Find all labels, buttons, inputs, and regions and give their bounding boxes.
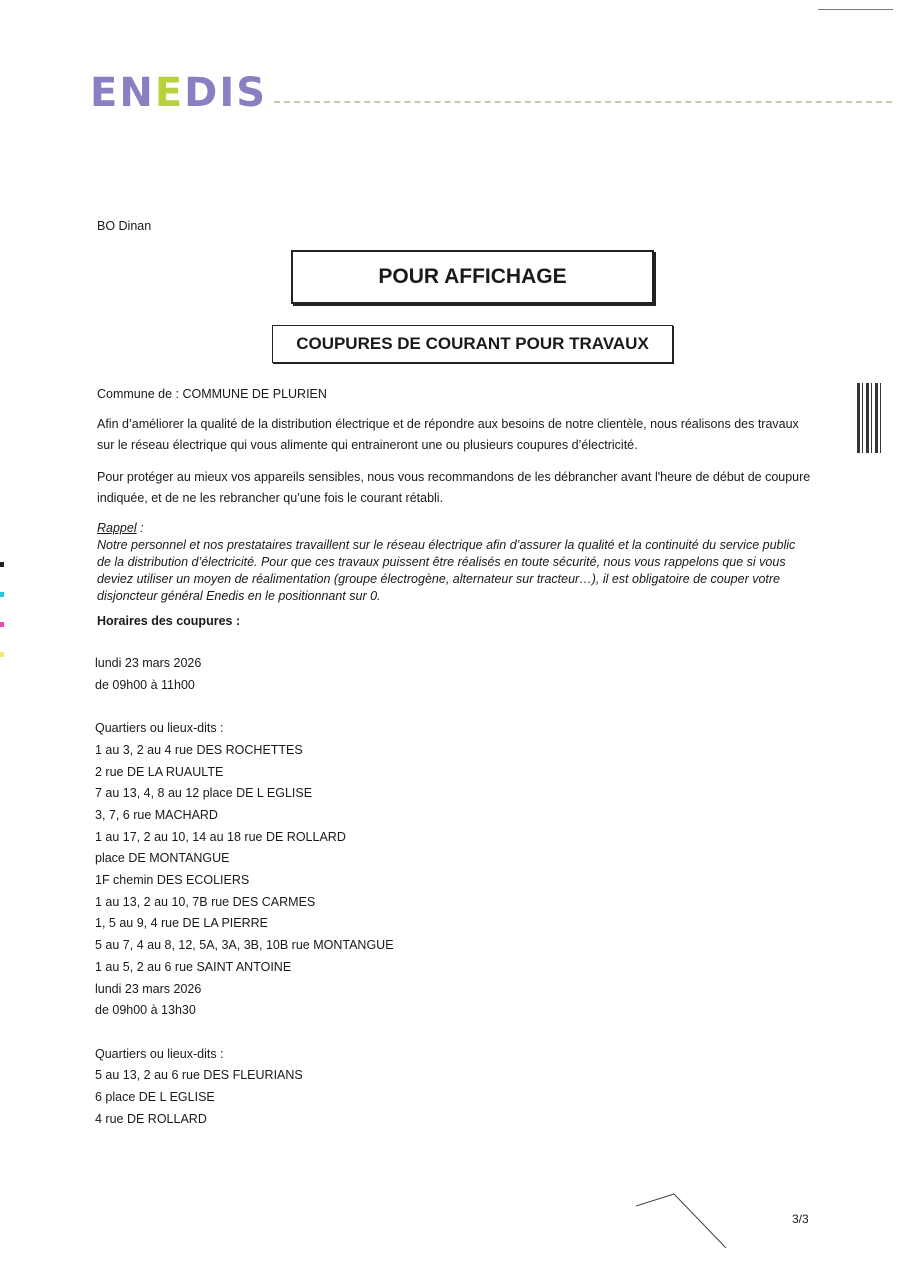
sub-title: COUPURES DE COURANT POUR TRAVAUX xyxy=(296,334,649,353)
main-title: POUR AFFICHAGE xyxy=(378,265,567,288)
slot-date: lundi 23 mars 2026 xyxy=(95,981,202,996)
sender: BO Dinan xyxy=(97,219,152,233)
places-title: Quartiers ou lieux-dits : xyxy=(95,721,224,736)
place-item: 1, 5 au 9, 4 rue DE LA PIERRE xyxy=(95,916,269,931)
place-item: 3, 7, 6 rue MACHARD xyxy=(95,807,218,822)
enedis-logo: ENEDIS xyxy=(90,70,268,116)
top-rule xyxy=(818,9,893,10)
slot-time: de 09h00 à 13h30 xyxy=(95,1003,196,1018)
place-item: 4 rue DE ROLLARD xyxy=(95,1111,207,1126)
rappel-label: Rappel xyxy=(97,521,137,535)
place-item: 2 rue DE LA RUAULTE xyxy=(95,764,224,779)
print-mark xyxy=(0,652,4,657)
print-mark xyxy=(0,562,4,567)
place-item: 1 au 3, 2 au 4 rue DES ROCHETTES xyxy=(95,742,303,757)
place-item: 5 au 13, 2 au 6 rue DES FLEURIANS xyxy=(95,1068,303,1083)
horaires-title: Horaires des coupures : xyxy=(97,614,241,628)
places-list xyxy=(95,1065,394,1130)
place-item: 5 au 7, 4 au 8, 12, 5A, 3A, 3B, 10B rue MONTANGUE xyxy=(95,938,394,953)
page-number: 3/3 xyxy=(792,1212,809,1226)
print-mark xyxy=(0,592,4,597)
header-dashed-line xyxy=(274,101,892,103)
intro-paragraph: Afin d’améliorer la qualité de la distribution électrique et de répondre aux besoins de notre clientèle, nous réalisons des travaux sur le réseau électrique qui vous alimente qui entraineront une ou plusieurs coupures d’électricité. xyxy=(97,417,799,452)
signature-scribble xyxy=(636,1192,736,1252)
places-list xyxy=(95,740,394,979)
qr-code-icon xyxy=(857,383,881,453)
place-item: 1F chemin DES ECOLIERS xyxy=(95,873,250,888)
slot-1 xyxy=(95,653,394,1130)
commune-line: Commune de : COMMUNE DE PLURIEN xyxy=(97,387,327,401)
place-item: 6 place DE L EGLISE xyxy=(95,1090,215,1105)
slot-time: de 09h00 à 11h00 xyxy=(95,677,195,692)
advice-paragraph: Pour protéger au mieux vos appareils sensibles, nous vous recommandons de les débrancher avant l'heure de début de coupure indiquée, et de ne les rebrancher qu’une fois le courant rétabli. xyxy=(97,470,811,505)
place-item: 7 au 13, 4, 8 au 12 place DE L EGLISE xyxy=(95,786,313,801)
sub-title-box xyxy=(272,325,673,363)
place-item: 1 au 17, 2 au 10, 14 au 18 rue DE ROLLARD xyxy=(95,829,346,844)
slot-date: lundi 23 mars 2026 xyxy=(95,656,202,670)
place-item: place DE MONTANGUE xyxy=(95,851,230,866)
main-title-box xyxy=(291,250,654,304)
place-item: 1 au 5, 2 au 6 rue SAINT ANTOINE xyxy=(95,959,292,974)
places-title: Quartiers ou lieux-dits : xyxy=(95,1046,224,1061)
rappel-paragraph: Rappel : Notre personnel et nos prestataires travaillent sur le réseau électrique afin d’assurer la qualité et la continuité du service public de la distribution d’électricité. Pour que ces travaux puissent être réalisés en toute sécurité, nous vous rappelons que si vous deviez utiliser un moyen de réalimentation (groupe électrogène, alternateur sur tracteur…), il est obligatoire de couper votre disjoncteur général Enedis en le positionnant sur 0. xyxy=(97,521,796,603)
place-item: 1 au 13, 2 au 10, 7B rue DES CARMES xyxy=(95,894,316,909)
print-mark xyxy=(0,622,4,627)
